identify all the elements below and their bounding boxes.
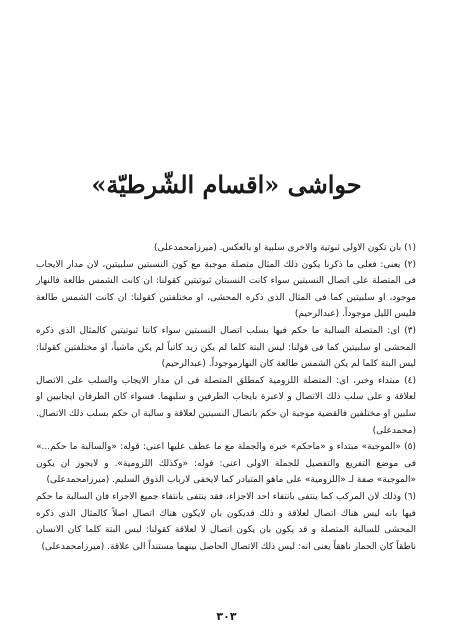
footnote-3: (٣) اى: المتصلة السالبة ما حكم فيها بسلب اتصال النسبتين سواء كانتا ثبوتيتين كالمثال الذى ذكره المحشى او سلبيتين كما فى قولنا: ليس البتة كلما لم يكن زيد كاتباً لم يكن ماشياً، او مختلفتين كقولنا: ليس البتة كلما لم يكن الشمس طالعة كان النهارموجوداً. (عبدالرحيم) [36,325,416,370]
footnote-1: (١) بان تكون الاولى ثبوتية والاخرى سلبية او بالعكس. (ميرزامحمدعلى) [154,243,416,253]
footnote-2: (٢) يعنى: فعلى ما ذكرنا يكون ذلك المثال متصلة موجبة مع كون النسبتين سلبيتين، لان مدار الايجاب فى المتصلة على اتصال النسبتين سواء كانت النسبتان ثبوتيتين كقولنا: ان كانت الشمس طالعة فالنهار موجود، او سلبيتين كما فى المثال الذى ذكره المحشى، او مختلفتين كقولنا: ان كانت الشمس طالعة فليس الليل موجوداً. (عبدالرحيم) [36,259,416,320]
footnote-4: (٤) مبتداء وخبر، اى: المتصلة اللزومية كمطلق المتصلة فى ان مدار الايجاب والسلب على الاتصال لعلاقة و على سلب ذلك الاتصال و لاعبرة بايجاب الطرفين و سلبهما. فسواء كان الطرفان ايجابيين او سلبين او مختلفين فالقضية موجبة ان حكم باتصال النسبتين لعلاقة و سالبة ان حكم بسلب ذلك الاتصال. (محمدعلى) [36,375,416,436]
footnotes-section [36,240,416,555]
page-number: ٣٠٣ [216,610,237,623]
footnote-5: (٥) «الموجبة» مبتداء و «ماحكم» خبره والجملة مع ما عطف عليها اعنى: قوله: «والسالبة ما حكم...» فى موضع التفريع والتفصيل للجملة الاولى اعنى: قوله: «وكذلك اللزومية». و لايجوز ان يكون «الموجبة» صفة لـ «اللزومية» على ماهو المتبادر كما لايخفى لارباب الذوق السليم. (ميرزامحمدعلى) [36,442,416,486]
footnote-6: (٦) وذلك لان المركب كما ينتفى بانتفاء احد الاجزاء، فقد ينتفى بانتفاء جميع الاجزاء فان السالبة ما حكم فيها بانه ليس هناك اتصال لعلاقة و ذلك قديكون بان لايكون هناك اتصال اصلاً كالمثال الذى ذكره المحشى للسالبة المتصلة و قد يكون بان يكون اتصال لا لعلاقة كقولنا: ليس البتة كلما كان الانسان ناطقاً كان الحمار ناهقاً يعنى انه: ليس ذلك الاتصال الحاصل بينهما مستنداً الى علاقة. (ميرزامحمدعلى) [36,491,416,552]
page-title: حواشى «اقسام الشّرطيّة» [91,170,362,199]
